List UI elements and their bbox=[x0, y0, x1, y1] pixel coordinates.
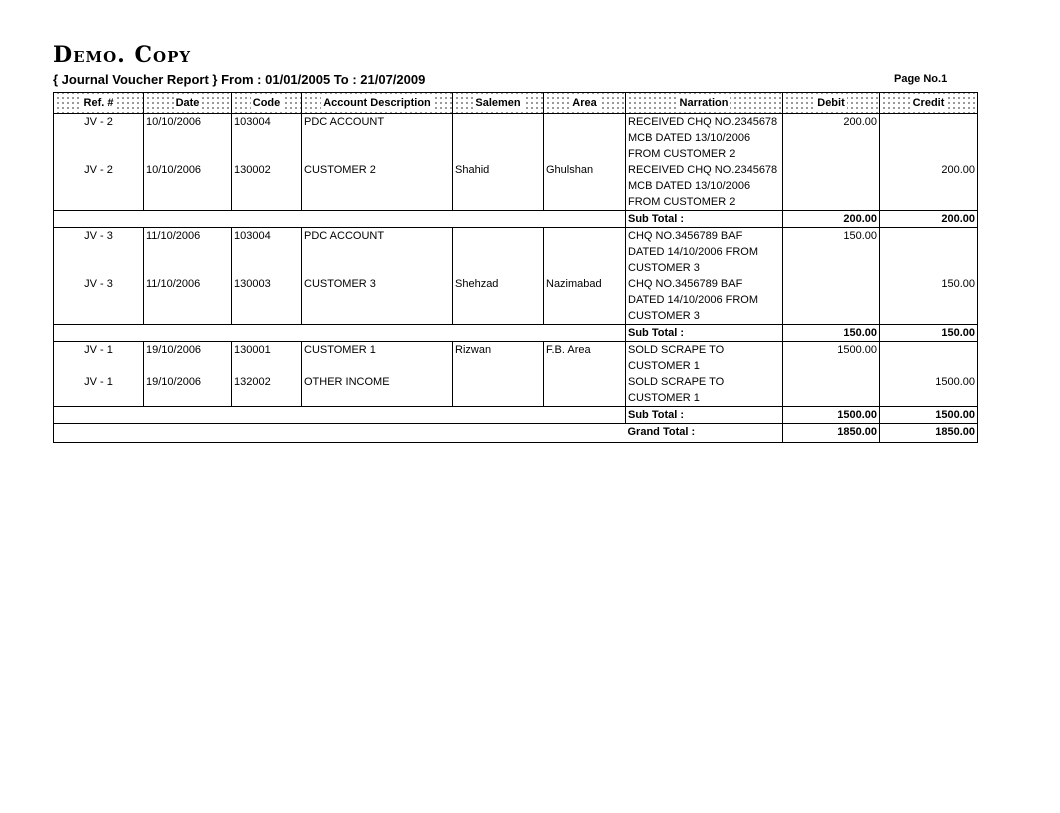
subtotal-spacer bbox=[54, 325, 626, 342]
salesman-cell bbox=[453, 228, 544, 277]
column-header-narration: Narration bbox=[626, 93, 783, 114]
voucher-entry-row bbox=[54, 228, 978, 277]
debit-cell: 200.00 bbox=[783, 114, 880, 163]
subtotal-credit: 150.00 bbox=[880, 325, 978, 342]
date-cell: 11/10/2006 bbox=[144, 276, 232, 325]
area-cell: Ghulshan bbox=[544, 162, 626, 211]
area-cell: F.B. Area bbox=[544, 342, 626, 375]
salesman-cell: Rizwan bbox=[453, 342, 544, 375]
narration-cell: CHQ NO.3456789 BAF DATED 14/10/2006 FROM CUSTOMER 3 bbox=[626, 276, 783, 325]
grand-total-credit: 1850.00 bbox=[880, 424, 978, 443]
credit-cell: 200.00 bbox=[880, 162, 978, 211]
code-cell: 130002 bbox=[232, 162, 302, 211]
ref-cell: JV - 2 bbox=[54, 114, 144, 163]
code-cell: 103004 bbox=[232, 228, 302, 277]
voucher-entry-row bbox=[54, 276, 978, 325]
narration-cell: RECEIVED CHQ NO.2345678 MCB DATED 13/10/2006 FROM CUSTOMER 2 bbox=[626, 114, 783, 163]
narration-cell: CHQ NO.3456789 BAF DATED 14/10/2006 FROM CUSTOMER 3 bbox=[626, 228, 783, 277]
date-cell: 11/10/2006 bbox=[144, 228, 232, 277]
subtotal-credit: 1500.00 bbox=[880, 407, 978, 424]
credit-cell: 1500.00 bbox=[880, 374, 978, 407]
salesman-cell: Shehzad bbox=[453, 276, 544, 325]
column-header-salesman: Salemen bbox=[453, 93, 544, 114]
account-cell: PDC ACCOUNT bbox=[302, 114, 453, 163]
code-cell: 130001 bbox=[232, 342, 302, 375]
account-cell: CUSTOMER 1 bbox=[302, 342, 453, 375]
voucher-entry-row bbox=[54, 374, 978, 407]
subtotal-debit: 200.00 bbox=[783, 211, 880, 228]
debit-cell bbox=[783, 374, 880, 407]
column-header-debit: Debit bbox=[783, 93, 880, 114]
debit-cell: 150.00 bbox=[783, 228, 880, 277]
debit-cell bbox=[783, 162, 880, 211]
column-header-account-description: Account Description bbox=[302, 93, 453, 114]
subtotal-debit: 1500.00 bbox=[783, 407, 880, 424]
subtotal-debit: 150.00 bbox=[783, 325, 880, 342]
subtotal-label: Sub Total : bbox=[626, 407, 783, 424]
area-cell bbox=[544, 374, 626, 407]
salesman-cell bbox=[453, 114, 544, 163]
narration-cell: RECEIVED CHQ NO.2345678 MCB DATED 13/10/2006 FROM CUSTOMER 2 bbox=[626, 162, 783, 211]
ref-cell: JV - 1 bbox=[54, 342, 144, 375]
account-cell: CUSTOMER 2 bbox=[302, 162, 453, 211]
subtotal-label: Sub Total : bbox=[626, 325, 783, 342]
credit-cell bbox=[880, 228, 978, 277]
date-cell: 10/10/2006 bbox=[144, 162, 232, 211]
debit-cell bbox=[783, 276, 880, 325]
date-cell: 10/10/2006 bbox=[144, 114, 232, 163]
area-cell: Nazimabad bbox=[544, 276, 626, 325]
voucher-entry-row bbox=[54, 342, 978, 375]
credit-cell bbox=[880, 342, 978, 375]
area-cell bbox=[544, 114, 626, 163]
code-cell: 130003 bbox=[232, 276, 302, 325]
account-cell: CUSTOMER 3 bbox=[302, 276, 453, 325]
credit-cell: 150.00 bbox=[880, 276, 978, 325]
ref-cell: JV - 3 bbox=[54, 276, 144, 325]
subtotal-label: Sub Total : bbox=[626, 211, 783, 228]
account-cell: PDC ACCOUNT bbox=[302, 228, 453, 277]
ref-cell: JV - 2 bbox=[54, 162, 144, 211]
grand-total-spacer bbox=[54, 424, 626, 443]
code-cell: 103004 bbox=[232, 114, 302, 163]
account-cell: OTHER INCOME bbox=[302, 374, 453, 407]
column-header-area: Area bbox=[544, 93, 626, 114]
salesman-cell bbox=[453, 374, 544, 407]
credit-cell bbox=[880, 114, 978, 163]
journal-voucher-table bbox=[53, 92, 978, 443]
date-cell: 19/10/2006 bbox=[144, 374, 232, 407]
page-number: Page No.1 bbox=[894, 73, 948, 85]
grand-total-debit: 1850.00 bbox=[783, 424, 880, 443]
column-header-code: Code bbox=[232, 93, 302, 114]
column-header-credit: Credit bbox=[880, 93, 978, 114]
voucher-entry-row bbox=[54, 162, 978, 211]
code-cell: 132002 bbox=[232, 374, 302, 407]
report-title: { Journal Voucher Report } From : 01/01/2005 To : 21/07/2009 bbox=[53, 72, 426, 87]
subtotal-row bbox=[54, 211, 978, 228]
subtotal-spacer bbox=[54, 407, 626, 424]
debit-cell: 1500.00 bbox=[783, 342, 880, 375]
grand-total-row bbox=[54, 424, 978, 443]
narration-cell: SOLD SCRAPE TO CUSTOMER 1 bbox=[626, 374, 783, 407]
demo-copy-title: Demo. Copy bbox=[53, 42, 192, 68]
table-header-row bbox=[54, 93, 978, 114]
voucher-entry-row bbox=[54, 114, 978, 163]
grand-total-label: Grand Total : bbox=[626, 424, 783, 443]
narration-cell: SOLD SCRAPE TO CUSTOMER 1 bbox=[626, 342, 783, 375]
column-header-date: Date bbox=[144, 93, 232, 114]
subtotal-row bbox=[54, 407, 978, 424]
ref-cell: JV - 3 bbox=[54, 228, 144, 277]
subtotal-spacer bbox=[54, 211, 626, 228]
ref-cell: JV - 1 bbox=[54, 374, 144, 407]
column-header-ref: Ref. # bbox=[54, 93, 144, 114]
subtotal-credit: 200.00 bbox=[880, 211, 978, 228]
salesman-cell: Shahid bbox=[453, 162, 544, 211]
area-cell bbox=[544, 228, 626, 277]
subtotal-row bbox=[54, 325, 978, 342]
date-cell: 19/10/2006 bbox=[144, 342, 232, 375]
